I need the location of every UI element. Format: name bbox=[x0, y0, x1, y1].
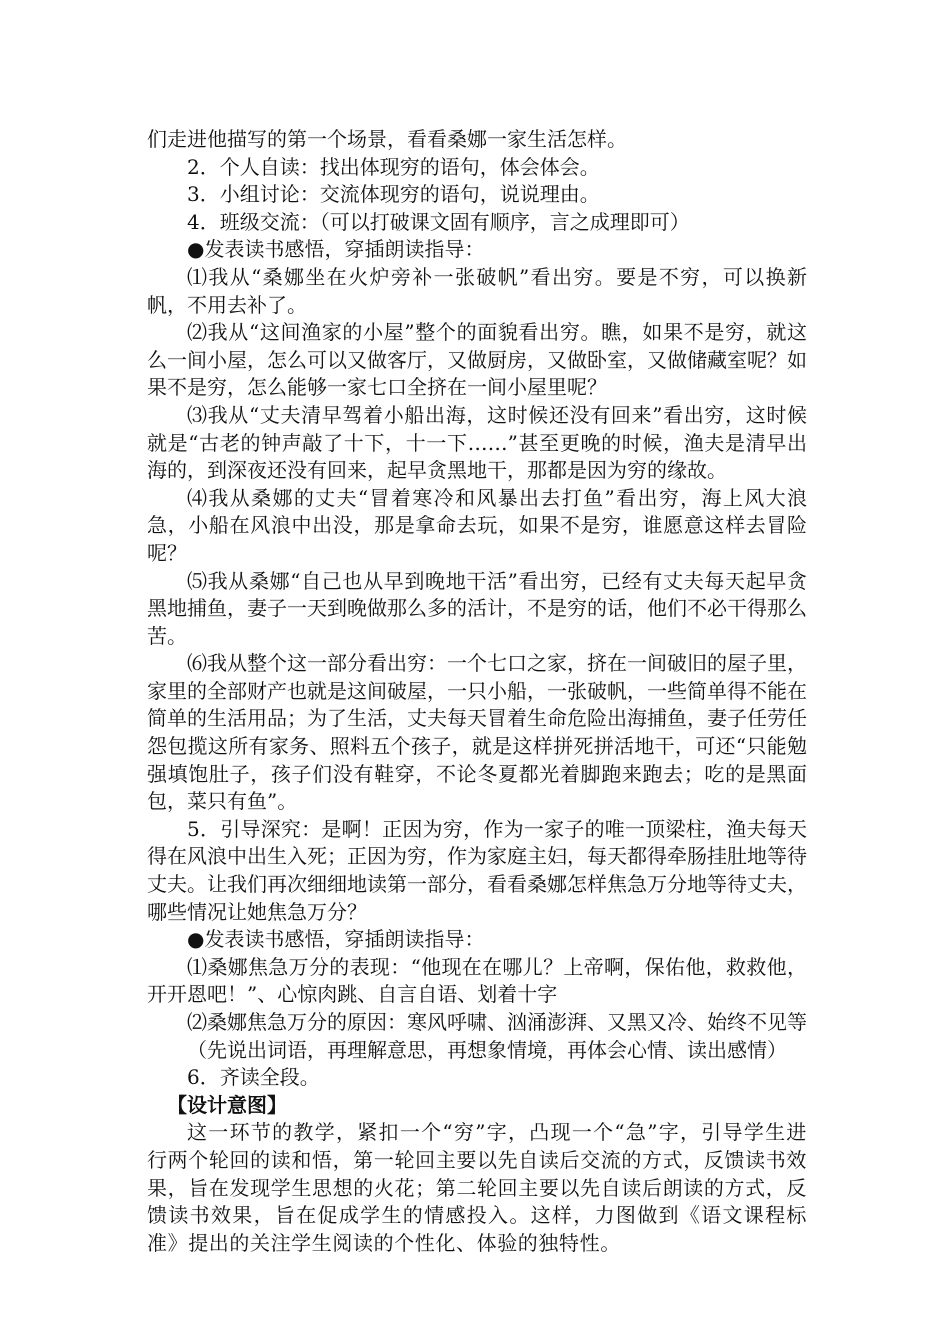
design-intent-heading: 【设计意图】 bbox=[167, 1092, 287, 1117]
paragraph-poor-3: ⑶我从“丈夫清早驾着小船出海，这时候还没有回来”看出穷，这时候就是“古老的钟声敲了十下，十一下……”甚至更晚的时候，渔夫是清早出海的，到深夜还没有回来，起早贪黑地干，那都是因为穷的缘故。 bbox=[147, 402, 807, 483]
paragraph-bullet-2: ●发表读书感悟，穿插朗读指导： bbox=[187, 927, 485, 952]
paragraph-poor-4: ⑷我从桑娜的丈夫“冒着寒冷和风暴出去打鱼”看出穷，海上风大浪急，小船在风浪中出没，那是拿命去玩，如果不是穷，谁愿意这样去冒险呢？ bbox=[147, 485, 807, 565]
paragraph-step-2: 2．个人自读：找出体现穷的语句，体会体会。 bbox=[187, 154, 600, 179]
paragraph-step-4: 4．班级交流：（可以打破课文固有顺序，言之成理即可） bbox=[187, 209, 690, 234]
paragraph-bullet-1: ●发表读书感悟，穿插朗读指导： bbox=[187, 237, 485, 262]
paragraph-reading-note: （先说出词语，再理解意思，再想象情境，再体会心情、读出感情） bbox=[187, 1037, 787, 1062]
paragraph-anxious-2: ⑵桑娜焦急万分的原因：寒风呼啸、汹涌澎湃、又黑又冷、始终不见等 bbox=[187, 1010, 807, 1034]
design-intent-text: 这一环节的教学，紧扣一个“穷”字，凸现一个“急”字，引导学生进行两个轮回的读和悟，第一轮回主要以先自读后交流的方式，反馈读书效果，旨在发现学生思想的火花；第二轮回主要以先自读后朗读的方式，反馈读书效果，旨在促成学生的情感投入。这样，力图做到《语文课程标准》提出的关注学生阅读的个性化、体验的独特性。 bbox=[147, 1120, 807, 1255]
paragraph-scene-intro: 们走进他描写的第一个场景，看看桑娜一家生活怎样。 bbox=[147, 127, 627, 151]
paragraph-poor-5: ⑸我从桑娜“自己也从早到晚地干活”看出穷，已经有丈夫每天起早贪黑地捕鱼，妻子一天到晚做那么多的活计，不是穷的话，他们不必干得那么苦。 bbox=[147, 568, 807, 648]
paragraph-anxious-1: ⑴桑娜焦急万分的表现：“他现在在哪儿？上帝啊，保佑他，救救他，开开恩吧！”、心惊肉跳、自言自语、划着十字 bbox=[147, 954, 807, 1007]
paragraph-step-3: 3．小组讨论：交流体现穷的语句，说说理由。 bbox=[187, 182, 600, 207]
document-body bbox=[147, 126, 807, 1257]
paragraph-poor-2: ⑵我从“这间渔家的小屋”整个的面貌看出穷。瞧，如果不是穷，就这么一间小屋，怎么可以又做客厅，又做厨房，又做卧室，又做储藏室呢？如果不是穷，怎么能够一家七口全挤在一间小屋里呢？ bbox=[147, 320, 807, 400]
paragraph-step-6: 6．齐读全段。 bbox=[187, 1065, 320, 1090]
paragraph-step-5: 5．引导深究：是啊！正因为穷，作为一家子的唯一顶梁柱，渔夫每天得在风浪中出生入死；正因为穷，作为家庭主妇，每天都得牵肠挂肚地等待丈夫。让我们再次细细地读第一部分，看看桑娜怎样焦急万分地等待丈夫，哪些情况让她焦急万分？ bbox=[147, 816, 807, 924]
paragraph-poor-1: ⑴我从“桑娜坐在火炉旁补一张破帆”看出穷。要是不穷，可以换新帆，不用去补了。 bbox=[147, 264, 807, 317]
paragraph-poor-6: ⑹我从整个这一部分看出穷：一个七口之家，挤在一间破旧的屋子里，家里的全部财产也就是这间破屋，一只小船，一张破帆，一些简单得不能在简单的生活用品；为了生活，丈夫每天冒着生命危险出海捕鱼，妻子任劳任怨包揽这所有家务、照料五个孩子，就是这样拼死拼活地干，可还“只能勉强填饱肚子，孩子们没有鞋穿，不论冬夏都光着脚跑来跑去；吃的是黑面包，菜只有鱼”。 bbox=[147, 651, 807, 814]
